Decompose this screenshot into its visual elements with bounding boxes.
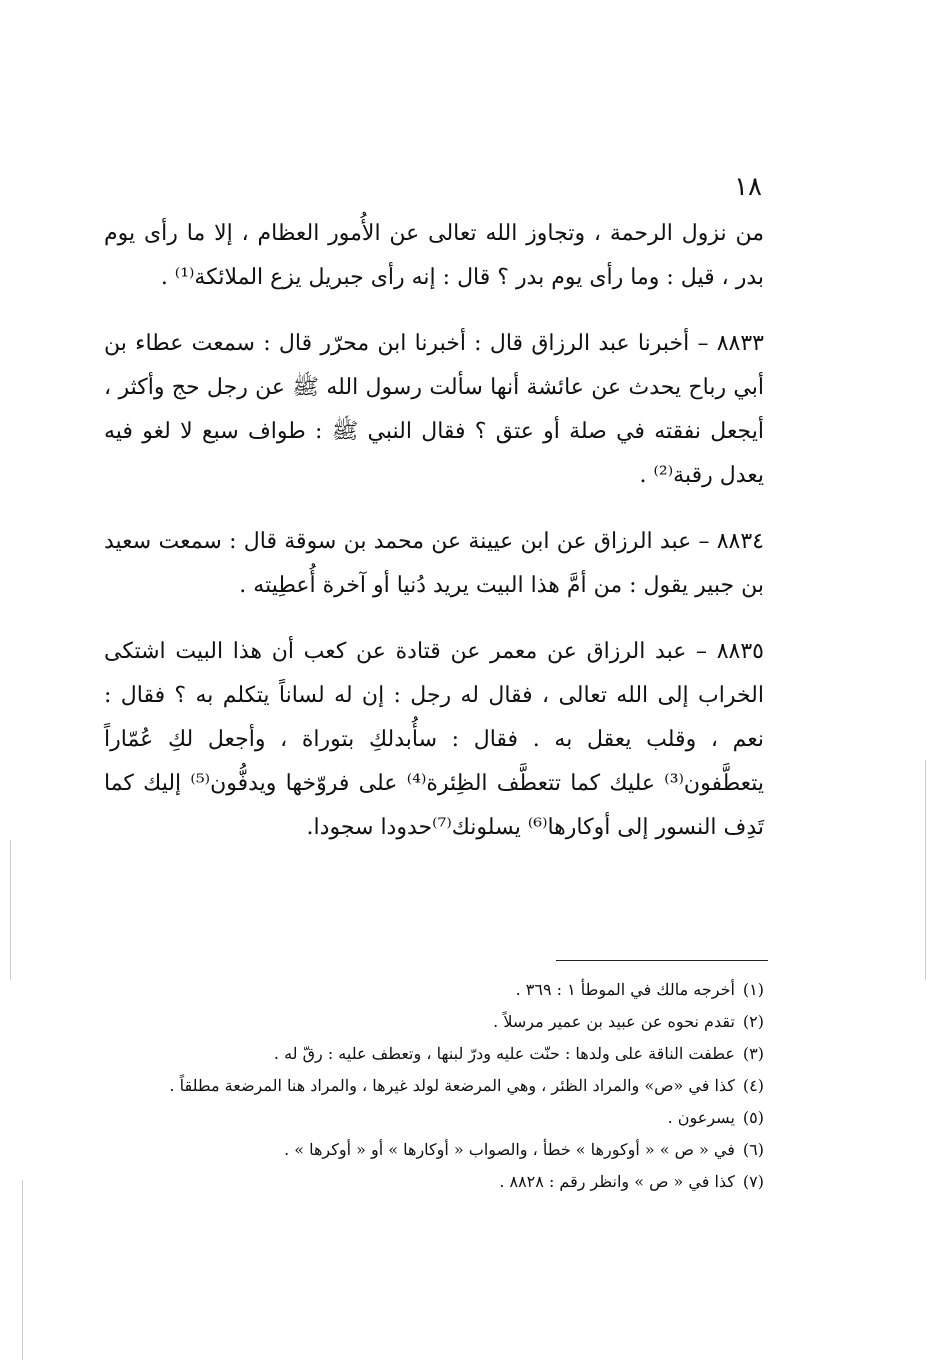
paragraph-8834: ٨٨٣٤ – عبد الرزاق عن ابن عيينة عن محمد بن سوقة قال : سمعت سعيد بن جبير يقول : من أمَّ هذا البيت يريد دُنيا أو آخرة أُعطِيته .	[104, 529, 764, 598]
paragraph-continuation: من نزول الرحمة ، وتجاوز الله تعالى عن الأُمور العظام ، إلا ما رأى يوم بدر ، قيل : وما رأى يوم بدر ؟ قال : إنه رأى جبريل يزع الملائكة⁽¹⁾ .	[104, 221, 764, 290]
footnote-text: كذا في « ص » وانظر رقم : ٨٨٢٨ .	[499, 1172, 735, 1191]
scan-edge-mark	[22, 1180, 23, 1360]
footnote-1	[104, 974, 764, 1006]
paragraph-8833: ٨٨٣٣ – أخبرنا عبد الرزاق قال : أخبرنا ابن محرّر قال : سمعت عطاء بن أبي رباح يحدث عن عائشة أنها سألت رسول الله ﷺ عن رجل حج وأكثر ، أيجعل نفقته في صلة أو عتق ؟ فقال النبي ﷺ : طواف سبع لا لغو فيه يعدل رقبة⁽²⁾ .	[104, 331, 764, 488]
footnote-number: (٦)	[742, 1140, 764, 1159]
footnote-number: (٧)	[742, 1172, 764, 1191]
scan-edge-mark	[925, 760, 926, 980]
footnote-number: (٣)	[742, 1044, 764, 1063]
footnote-5	[104, 1102, 764, 1134]
footnote-number: (٤)	[742, 1076, 764, 1095]
page-number: ١٨	[734, 172, 762, 202]
footnote-number: (١)	[742, 980, 764, 999]
footnote-4	[104, 1070, 764, 1102]
footnote-6	[104, 1134, 764, 1166]
footnote-text: كذا في «ص» والمراد الظئر ، وهي المرضعة لولد غيرها ، والمراد هنا المرضعة مطلقاً .	[169, 1076, 735, 1095]
footnote-text: في « ص » « أوكورها » خطأ ، والصواب « أوكارها » أو « أوكرها » .	[284, 1140, 735, 1159]
footnote-3	[104, 1038, 764, 1070]
main-text	[104, 212, 764, 850]
footnote-7	[104, 1166, 764, 1198]
footnote-number: (٢)	[742, 1012, 764, 1031]
scan-edge-mark	[10, 840, 11, 980]
footnote-text: تقدم نحوه عن عبيد بن عمير مرسلاً .	[493, 1012, 735, 1031]
footnote-number: (٥)	[742, 1108, 764, 1127]
footnotes	[104, 974, 764, 1198]
footnote-separator	[556, 960, 768, 961]
footnote-text: يسرعون .	[667, 1108, 735, 1127]
paragraph-8835: ٨٨٣٥ – عبد الرزاق عن معمر عن قتادة عن كعب أن هذا البيت اشتكى الخراب إلى الله تعالى ، فقال له رجل : إن له لساناً يتكلم به ؟ فقال : نعم ، وقلب يعقل به . فقال : سأُبدلكِ بتوراة ، وأجعل لكِ عُمّاراً يتعطَّفون⁽³⁾ عليك كما تتعطَّف الظِئرة⁽⁴⁾ على فروّخها ويدفُّون⁽⁵⁾ إليك كما تَدِف النسور إلى أوكارها⁽⁶⁾ يسلونك⁽⁷⁾حدودا سجودا.	[104, 639, 764, 840]
footnote-text: عطفت الناقة على ولدها : حنّت عليه ودرّ لبنها ، وتعطف عليه : رقّ له .	[273, 1044, 735, 1063]
footnote-text: أخرجه مالك في الموطأ ١ : ٣٦٩ .	[515, 980, 735, 999]
footnote-2	[104, 1006, 764, 1038]
